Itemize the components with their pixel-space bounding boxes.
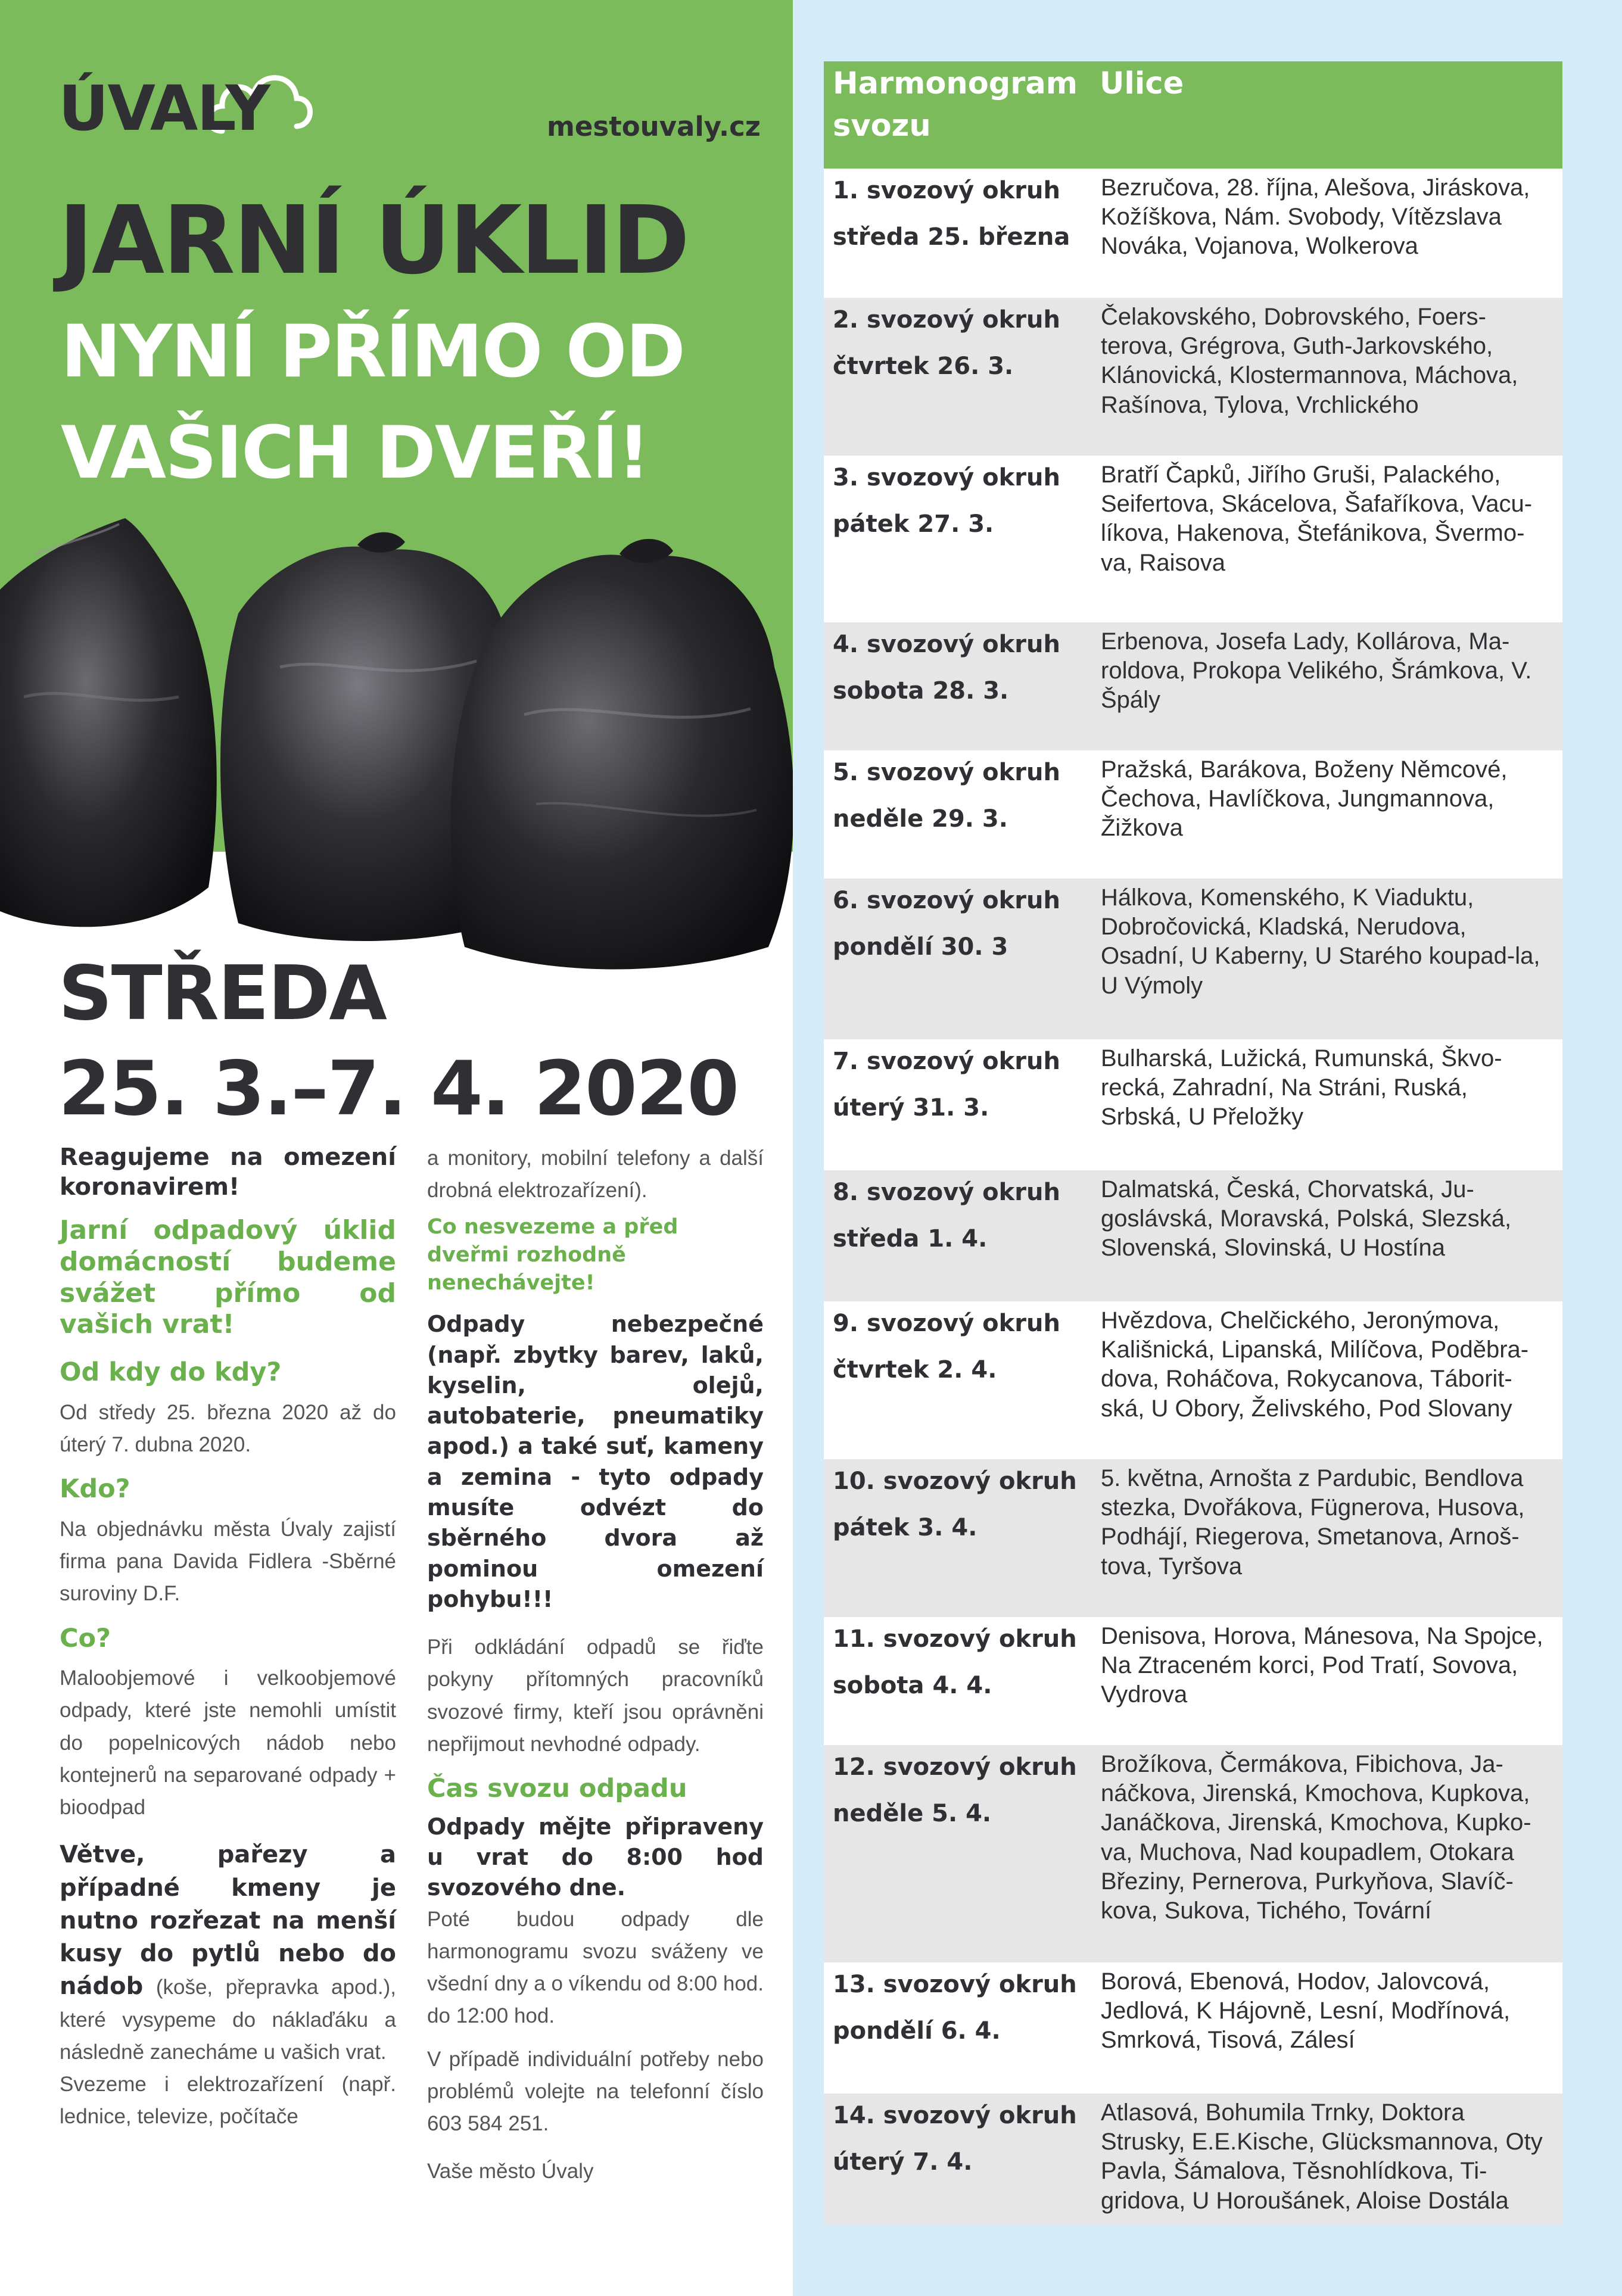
schedule-row [824,1039,1562,1170]
headline-sub-1: NYNÍ PŘÍMO OD [61,310,684,394]
route-day: pátek 3. 4. [833,1514,977,1541]
route-day: středa 25. března [833,223,1070,251]
route-streets: Bratří Čapků, Jiřího Gruši, Palackého, Seifertova, Skácelova, Šafaříkova, Vacu-líkova, Hakenova, Štefánikova, Švermo-va, Raisova [1101,462,1533,576]
date-range: 25. 3.–7. 4. 2020 [58,1045,739,1132]
who-text: Na objednávku města Úvaly zajistí firma pana Davida Fidlera -Sběrné suroviny D.F. [60,1517,396,1606]
route-day: neděle 29. 3. [833,805,1008,833]
route-streets: Erbenova, Josefa Lady, Kollárova, Ma-roldova, Prokopa Velikého, Šrámkova, V. Špály [1101,628,1532,714]
route-number: 1. svozový okruh [833,177,1060,204]
schedule-row [824,298,1562,456]
route-streets: Denisova, Horova, Mánesova, Na Spojce, Na Ztraceném korci, Pod Tratí, Sovova, Vydrova [1101,1623,1543,1708]
schedule-row [824,1301,1562,1459]
electro-text: Svezeme i elektrozařízení (např. lednice, televize, počítače [60,2073,396,2129]
schedule-row-label [833,749,1095,842]
schedule-row-label [833,877,1095,970]
schedule-header-right: Ulice [1100,66,1184,101]
info-column-left [60,1142,396,2133]
route-streets: Bulharská, Lužická, Rumunská, Škvo-recká, Zahradní, Na Stráni, Ruská, Srbská, U Přeložky [1101,1045,1502,1130]
schedule-row-label [833,167,1095,260]
logo-wordmark: ÚVALY [58,72,269,145]
route-day: pondělí 6. 4. [833,2017,1001,2045]
route-streets: 5. května, Arnošta z Pardubic, Bendlova stezka, Dvořákova, Fügnerova, Husova, Podhájí, Riegerova, Smetanova, Arnoš-tova, Tyršova [1101,1465,1525,1580]
route-streets: Hálkova, Komenského, K Viaduktu, Dobročovická, Kladská, Nerudova, Osadní, U Kaberny, U Starého koupad-la, U Výmoly [1101,884,1540,999]
when-heading: Od kdy do kdy? [60,1357,282,1388]
route-streets: Borová, Ebenová, Hodov, Jalovcová, Jedlová, K Hájovně, Lesní, Modřínová, Smrková, Tisová, Zálesí [1101,1968,1511,2054]
schedule-row-label [833,1300,1095,1393]
lead-text: Jarní odpadový úklid domácností budeme svážet přímo od vašich vrat! [60,1215,396,1340]
schedule-row-label [833,1616,1095,1709]
schedule-row [824,169,1562,298]
schedule-row-label [833,621,1095,714]
route-number: 8. svozový okruh [833,1179,1060,1206]
schedule-row [824,878,1562,1039]
bag-right [451,554,794,969]
website-link[interactable]: mestouvaly.cz [547,111,761,142]
phone-text: V případě individuální potřeby nebo problémů volejte na telefonní číslo 603 584 251. [427,2047,764,2136]
route-day: neděle 5. 4. [833,1800,992,1827]
schedule-row-label [833,1458,1095,1551]
route-number: 4. svozový okruh [833,631,1060,658]
schedule-row [824,1170,1562,1301]
route-number: 6. svozový okruh [833,887,1060,914]
schedule-row-label [833,1744,1095,1837]
route-number: 5. svozový okruh [833,759,1060,786]
time-heading: Čas svozu odpadu [427,1774,687,1804]
headline-sub-2: VAŠICH DVEŘÍ! [61,411,649,495]
route-day: úterý 31. 3. [833,1094,989,1121]
route-streets: Hvězdova, Chelčického, Jeronýmova, Kališnická, Lipanská, Milíčova, Poděbra-dova, Roháčova, Rokycanova, Táborit-ská, U Obory, Želivského, Pod Slovany [1101,1307,1529,1422]
schedule-row-label [833,2092,1095,2185]
hazard-text: Odpady nebezpečné (např. zbytky barev, laků, kyselin, olejů, autobaterie, pneumatiky apod.) a také suť, kameny a zemina - tyto odpady musíte odvézt do sběrného dvora až pominou omezení pohybu!!! [427,1311,764,1612]
route-streets: Dalmatská, Česká, Chorvatská, Ju-goslávská, Moravská, Polská, Slezská, Slovenská, Slovinská, U Hostína [1101,1176,1512,1261]
route-day: čtvrtek 26. 3. [833,353,1014,380]
headline-main: JARNÍ ÚKLID [58,186,689,295]
garbage-bags-image [0,518,804,983]
instructions-text: Při odkládání odpadů se řiďte pokyny přítomných pracovníků svozové firmy, kteří jsou oprávněni nepřijmout nevhodné odpady. [427,1635,764,1756]
signature: Vaše město Úvaly [427,2160,594,2183]
route-day: úterý 7. 4. [833,2148,973,2176]
branches-bold: Větve, pařezy a případné kmeny je nutno rozřezat na menší kusy do pytlů nebo do nádob [60,1841,396,2001]
schedule-row [824,750,1562,878]
route-number: 10. svozový okruh [833,1468,1077,1495]
warning-heading: Co nesvezeme a před dveřmi rozhodně nenechávejte! [427,1214,678,1295]
schedule-row [824,1459,1562,1617]
schedule-row [824,1745,1562,1962]
schedule-row-label [833,454,1095,547]
when-text: Od středy 25. března 2020 až do úterý 7. dubna 2020. [60,1400,396,1457]
who-heading: Kdo? [60,1474,130,1504]
route-number: 9. svozový okruh [833,1310,1060,1337]
schedule-header-left [833,63,1078,148]
route-streets: Atlasová, Bohumila Trnky, Doktora Strusky, E.E.Kische, Glücksmannova, Oty Pavla, Šámalova, Těsnohlídkova, Ti-gridova, U Horoušánek, Aloise Dostála [1101,2099,1543,2214]
route-number: 14. svozový okruh [833,2102,1077,2129]
bag-left [0,518,217,927]
what-heading: Co? [60,1623,111,1653]
route-streets: Pražská, Barákova, Boženy Němcové, Čechova, Havlíčkova, Jungmannova, Žižkova [1101,756,1508,842]
schedule-header-left-line1: Harmonogram [833,66,1078,101]
schedule-row-label [833,1038,1095,1131]
route-number: 11. svozový okruh [833,1625,1077,1653]
branches-rest: (koše, přepravka apod.), které vysypeme do náklaďáku a následně zanecháme u vašich vrat. [60,1976,396,2064]
route-streets: Čelakovského, Dobrovského, Foers-terova, Grégrova, Guth-Jarkovského, Klánovická, Klostermannova, Máchova, Rašínova, Tylova, Vrchlického [1101,304,1518,418]
route-number: 7. svozový okruh [833,1048,1060,1075]
schedule-row-label [833,297,1095,390]
schedule-row [824,2093,1562,2225]
time-text: Poté budou odpady dle harmonogramu svozu sváženy ve všední dny a o víkendu od 8:00 hod. do 12:00 hod. [427,1907,764,2028]
schedule-header [824,61,1562,169]
route-number: 2. svozový okruh [833,306,1060,334]
branches-text [60,1839,396,2068]
route-number: 12. svozový okruh [833,1753,1077,1781]
schedule-row [824,1617,1562,1745]
route-day: středa 1. 4. [833,1225,988,1253]
schedule-row [824,622,1562,750]
route-day: čtvrtek 2. 4. [833,1356,997,1384]
uvaly-logo[interactable] [58,60,273,155]
intro-text: Reagujeme na omezení koronavirem! [60,1144,396,1201]
schedule-row-label [833,1169,1095,1262]
schedule-row [824,456,1562,622]
route-streets: Bezručova, 28. října, Alešova, Jiráskova, Kožíškova, Nám. Svobody, Vítězslava Nováka, Vojanova, Wolkerova [1101,175,1530,260]
date-weekday: STŘEDA [58,949,386,1037]
route-day: sobota 28. 3. [833,677,1009,705]
schedule-row [824,1962,1562,2093]
route-number: 13. svozový okruh [833,1971,1077,1998]
info-column-right [427,1142,764,2188]
route-streets: Brožíkova, Čermákova, Fibichova, Ja-náčkova, Jirenská, Kmochova, Kupkova, Janáčkova, Jirenská, Kmochova, Kupko-va, Muchova, Nad koupadlem, Otokara Březiny, Pernerova, Purkyňova, Slavíč-kova, Sukova, Tichého, Tovární [1101,1751,1531,1924]
route-day: pátek 27. 3. [833,510,994,538]
route-day: sobota 4. 4. [833,1672,992,1699]
electro-continued: a monitory, mobilní telefony a další drobná elektrozařízení). [427,1147,764,1202]
schedule-header-left-line2: svozu [833,108,931,144]
schedule-row-label [833,1961,1095,2054]
route-number: 3. svozový okruh [833,464,1060,491]
what-text: Maloobjemové i velkoobjemové odpady, které jste nemohli umístit do popelnicových nádob nebo kontejnerů na separované odpady + bioodpad [60,1666,396,1820]
time-bold-text: Odpady mějte připraveny u vrat do 8:00 hod svozového dne. [427,1813,764,1901]
route-day: pondělí 30. 3 [833,933,1008,961]
